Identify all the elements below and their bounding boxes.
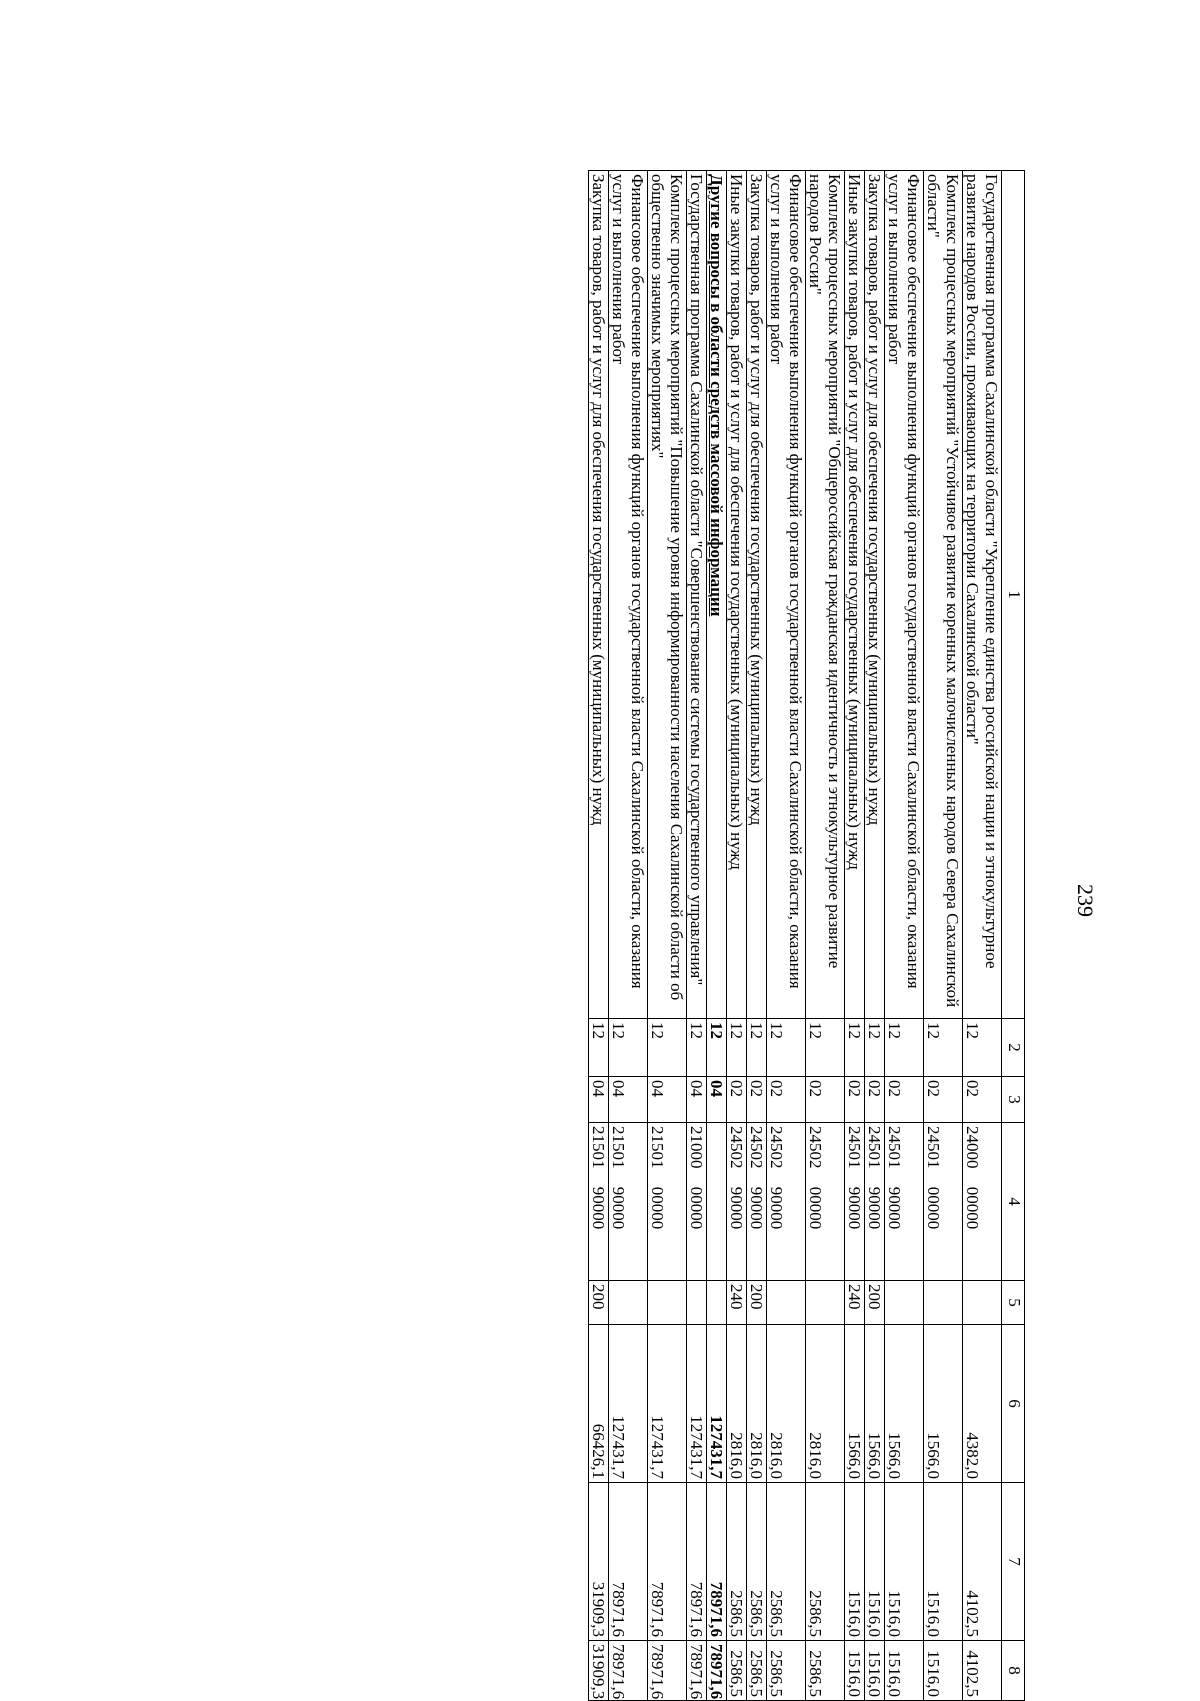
table-row — [806, 171, 845, 1701]
cell-amount-3: 78971,6 — [648, 1641, 687, 1701]
cell-chapter: 12 — [924, 1019, 963, 1077]
cell-section: 04 — [687, 1077, 707, 1123]
cell-expense-type: 200 — [747, 1281, 767, 1325]
cell-chapter: 12 — [963, 1019, 1002, 1077]
cell-target-article: 24000 00000 — [963, 1123, 1002, 1281]
cell-amount-1: 1566,0 — [924, 1325, 963, 1483]
cell-amount-2: 78971,6 — [648, 1483, 687, 1641]
cell-target-article: 24501 90000 — [845, 1123, 865, 1281]
table-row — [687, 171, 707, 1701]
cell-expense-type — [648, 1281, 687, 1325]
table-row — [924, 171, 963, 1701]
rotated-table-wrapper — [55, 170, 1025, 1700]
cell-target-article: 24502 90000 — [727, 1123, 747, 1281]
cell-name: Финансовое обеспечение выполнения функций органов государственной власти Сахалинской области, оказания услуг и выполнения работ — [767, 171, 806, 1019]
cell-amount-2: 2586,5 — [767, 1483, 806, 1641]
cell-amount-3: 2586,5 — [727, 1641, 747, 1701]
cell-section: 04 — [609, 1077, 648, 1123]
cell-section: 04 — [589, 1077, 609, 1123]
cell-amount-1: 1566,0 — [865, 1325, 885, 1483]
cell-target-article: 24502 00000 — [806, 1123, 845, 1281]
cell-section: 02 — [924, 1077, 963, 1123]
cell-amount-3: 2586,5 — [806, 1641, 845, 1701]
cell-name: Закупка товаров, работ и услуг для обеспечения государственных (муниципальных) нужд — [589, 171, 609, 1019]
cell-amount-2: 78971,6 — [707, 1483, 727, 1641]
header-col-7: 7 — [1002, 1483, 1025, 1641]
cell-name: Комплекс процессных мероприятий "Общероссийская гражданская идентичность и этнокультурное развитие народов России" — [806, 171, 845, 1019]
cell-chapter: 12 — [845, 1019, 865, 1077]
table-row — [747, 171, 767, 1701]
header-col-1: 1 — [1002, 171, 1025, 1019]
cell-section: 04 — [707, 1077, 727, 1123]
table-row — [885, 171, 924, 1701]
page-number: 239 — [1073, 883, 1098, 917]
cell-name: Комплекс процессных мероприятий "Повышение уровня информированности населения Сахалинской области об общественно значимых мероприятиях" — [648, 171, 687, 1019]
cell-expense-type — [885, 1281, 924, 1325]
cell-amount-1: 2816,0 — [727, 1325, 747, 1483]
cell-expense-type: 240 — [727, 1281, 747, 1325]
cell-amount-2: 1516,0 — [865, 1483, 885, 1641]
table-row — [589, 171, 609, 1701]
cell-section: 02 — [767, 1077, 806, 1123]
cell-chapter: 12 — [806, 1019, 845, 1077]
cell-target-article: 24502 90000 — [747, 1123, 767, 1281]
cell-expense-type — [687, 1281, 707, 1325]
table-row — [865, 171, 885, 1701]
cell-target-article: 24501 00000 — [924, 1123, 963, 1281]
cell-section: 02 — [845, 1077, 865, 1123]
cell-expense-type — [767, 1281, 806, 1325]
header-col-5: 5 — [1002, 1281, 1025, 1325]
cell-section: 02 — [806, 1077, 845, 1123]
cell-section: 02 — [963, 1077, 1002, 1123]
cell-amount-2: 1516,0 — [885, 1483, 924, 1641]
cell-amount-1: 127431,7 — [687, 1325, 707, 1483]
cell-amount-3: 31909,3 — [589, 1641, 609, 1701]
cell-amount-3: 1516,0 — [865, 1641, 885, 1701]
cell-amount-1: 127431,7 — [648, 1325, 687, 1483]
cell-section: 02 — [727, 1077, 747, 1123]
cell-chapter: 12 — [687, 1019, 707, 1077]
cell-amount-1: 2816,0 — [747, 1325, 767, 1483]
cell-target-article — [707, 1123, 727, 1281]
cell-chapter: 12 — [707, 1019, 727, 1077]
cell-expense-type — [806, 1281, 845, 1325]
cell-amount-1: 127431,7 — [609, 1325, 648, 1483]
cell-amount-1: 1566,0 — [845, 1325, 865, 1483]
cell-chapter: 12 — [727, 1019, 747, 1077]
cell-chapter: 12 — [885, 1019, 924, 1077]
cell-amount-1: 2816,0 — [767, 1325, 806, 1483]
cell-amount-1: 1566,0 — [885, 1325, 924, 1483]
cell-amount-2: 31909,3 — [589, 1483, 609, 1641]
cell-expense-type — [963, 1281, 1002, 1325]
cell-chapter: 12 — [609, 1019, 648, 1077]
cell-name: Иные закупки товаров, работ и услуг для обеспечения государственных (муниципальных) нужд — [845, 171, 865, 1019]
header-col-2: 2 — [1002, 1019, 1025, 1077]
table-row — [963, 171, 1002, 1701]
cell-amount-2: 1516,0 — [845, 1483, 865, 1641]
cell-amount-3: 2586,5 — [767, 1641, 806, 1701]
cell-expense-type: 200 — [589, 1281, 609, 1325]
cell-target-article: 24501 90000 — [865, 1123, 885, 1281]
table-row — [707, 171, 727, 1701]
cell-amount-1: 2816,0 — [806, 1325, 845, 1483]
cell-amount-3: 78971,6 — [687, 1641, 707, 1701]
cell-amount-1: 4382,0 — [963, 1325, 1002, 1483]
table-row — [648, 171, 687, 1701]
cell-chapter: 12 — [648, 1019, 687, 1077]
cell-amount-3: 2586,5 — [747, 1641, 767, 1701]
cell-section: 04 — [648, 1077, 687, 1123]
cell-section: 02 — [747, 1077, 767, 1123]
cell-name: Иные закупки товаров, работ и услуг для обеспечения государственных (муниципальных) нужд — [727, 171, 747, 1019]
cell-name: Государственная программа Сахалинской области "Совершенствование системы государственного управления" — [687, 171, 707, 1019]
cell-amount-2: 78971,6 — [609, 1483, 648, 1641]
cell-target-article: 24501 90000 — [885, 1123, 924, 1281]
cell-name: Закупка товаров, работ и услуг для обеспечения государственных (муниципальных) нужд — [865, 171, 885, 1019]
table-row — [609, 171, 648, 1701]
cell-amount-2: 2586,5 — [806, 1483, 845, 1641]
cell-target-article: 21501 90000 — [589, 1123, 609, 1281]
cell-target-article: 21501 90000 — [609, 1123, 648, 1281]
header-col-8: 8 — [1002, 1641, 1025, 1701]
table-body — [589, 171, 1002, 1701]
table-header-row — [1002, 171, 1025, 1701]
cell-amount-3: 78971,6 — [609, 1641, 648, 1701]
cell-section: 02 — [885, 1077, 924, 1123]
cell-amount-3: 78971,6 — [707, 1641, 727, 1701]
cell-amount-1: 127431,7 — [707, 1325, 727, 1483]
cell-amount-2: 78971,6 — [687, 1483, 707, 1641]
cell-section: 02 — [865, 1077, 885, 1123]
header-col-3: 3 — [1002, 1077, 1025, 1123]
cell-amount-2: 1516,0 — [924, 1483, 963, 1641]
cell-chapter: 12 — [589, 1019, 609, 1077]
header-col-6: 6 — [1002, 1325, 1025, 1483]
cell-name: Другие вопросы в области средств массовой информации — [707, 171, 727, 1019]
cell-amount-2: 2586,5 — [747, 1483, 767, 1641]
cell-amount-1: 66426,1 — [589, 1325, 609, 1483]
cell-expense-type — [609, 1281, 648, 1325]
cell-amount-3: 4102,5 — [963, 1641, 1002, 1701]
cell-target-article: 24502 90000 — [767, 1123, 806, 1281]
cell-name: Государственная программа Сахалинской области "Укрепление единства российской нации и этнокультурное развитие народов России, проживающих на территории Сахалинской области" — [963, 171, 1002, 1019]
cell-name: Финансовое обеспечение выполнения функций органов государственной власти Сахалинской области, оказания услуг и выполнения работ — [885, 171, 924, 1019]
cell-amount-2: 2586,5 — [727, 1483, 747, 1641]
cell-chapter: 12 — [767, 1019, 806, 1077]
cell-expense-type — [924, 1281, 963, 1325]
cell-target-article: 21501 00000 — [648, 1123, 687, 1281]
table-row — [727, 171, 747, 1701]
cell-name: Закупка товаров, работ и услуг для обеспечения государственных (муниципальных) нужд — [747, 171, 767, 1019]
cell-amount-3: 1516,0 — [885, 1641, 924, 1701]
cell-amount-3: 1516,0 — [845, 1641, 865, 1701]
cell-expense-type: 240 — [845, 1281, 865, 1325]
header-col-4: 4 — [1002, 1123, 1025, 1281]
cell-name: Финансовое обеспечение выполнения функций органов государственной власти Сахалинской области, оказания услуг и выполнения работ — [609, 171, 648, 1019]
budget-table — [588, 170, 1025, 1701]
table-row — [845, 171, 865, 1701]
cell-name: Комплекс процессных мероприятий "Устойчивое развитие коренных малочисленных народов Севера Сахалинской области" — [924, 171, 963, 1019]
cell-expense-type: 200 — [865, 1281, 885, 1325]
cell-target-article: 21000 00000 — [687, 1123, 707, 1281]
cell-expense-type — [707, 1281, 727, 1325]
cell-chapter: 12 — [865, 1019, 885, 1077]
cell-chapter: 12 — [747, 1019, 767, 1077]
cell-amount-2: 4102,5 — [963, 1483, 1002, 1641]
table-row — [767, 171, 806, 1701]
cell-amount-3: 1516,0 — [924, 1641, 963, 1701]
